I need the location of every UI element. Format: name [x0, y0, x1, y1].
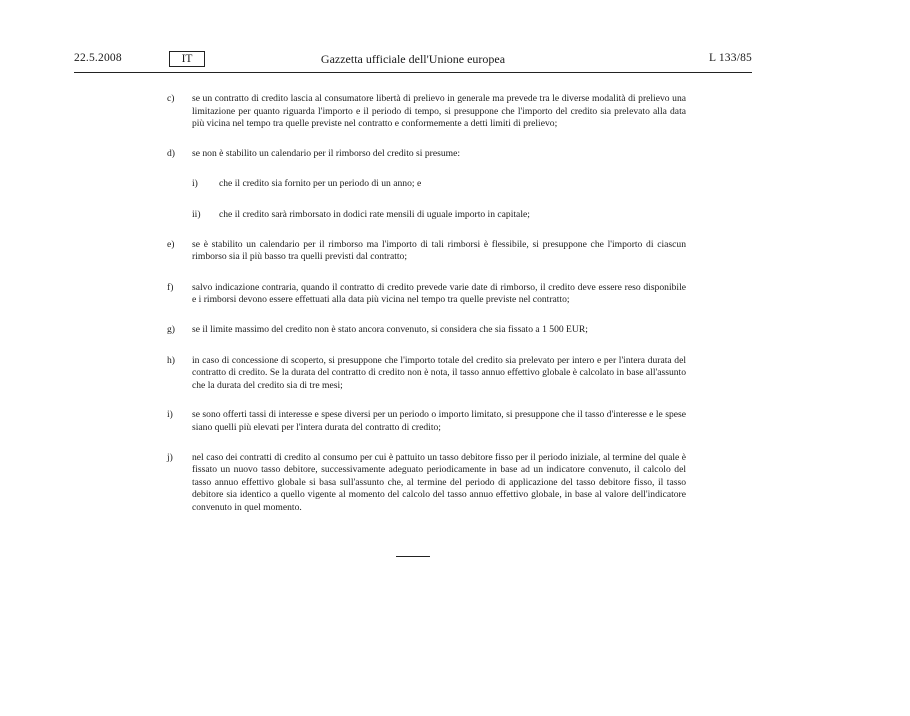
list-item: [163, 148, 686, 161]
list-item: [163, 239, 686, 264]
list-item: [163, 355, 686, 393]
sub-list: [163, 178, 686, 191]
sub-list-item: [192, 178, 686, 191]
item-label: e): [167, 238, 175, 250]
item-text: in caso di concessione di scoperto, si presuppone che l'importo totale del credito sia prelevato per intero e per l'intera durata del contratto di credito. Se la durata del contratto di credito non è nota, il tasso annuo effettivo globale è calcolato in base all'assunto che la durata del credito sia di tre mesi;: [192, 354, 686, 391]
document-body: [163, 93, 686, 514]
item-text: se sono offerti tassi di interesse e spese diversi per un periodo o importo limitato, si presuppone che il tasso d'interesse e le spese siano quelli più elevati per l'intera durata del contratto di credito;: [192, 409, 686, 433]
item-label: g): [167, 323, 175, 335]
item-text: se il limite massimo del credito non è stato ancora convenuto, si considera che sia fissato a 1 500 EUR;: [192, 323, 588, 335]
item-text: salvo indicazione contraria, quando il contratto di credito prevede varie date di rimborso, il credito deve essere reso disponibile e i rimborsi devono essere effettuati alla data più vicina nel tempo tra quelle previste nel contratto;: [192, 281, 686, 306]
item-label: c): [167, 93, 175, 104]
sub-item-label: ii): [192, 208, 201, 220]
item-label: h): [167, 354, 175, 366]
list-item: [163, 452, 686, 515]
list-item: [163, 93, 686, 131]
sub-item-text: che il credito sia fornito per un periodo di un anno; e: [219, 178, 422, 190]
sub-list: [163, 209, 686, 222]
item-label: d): [167, 147, 175, 159]
publication-date: 22.5.2008: [74, 52, 122, 64]
item-text: se non è stabilito un calendario per il rimborso del credito si presume:: [192, 147, 461, 159]
item-text: se è stabilito un calendario per il rimborso ma l'importo di tali rimborsi è flessibile, si presuppone che l'importo di ciascun rimborso sia il più basso tra quelli previsti dal contratto;: [192, 238, 686, 263]
sub-item-label: i): [192, 178, 198, 190]
sub-item-text: che il credito sarà rimborsato in dodici rate mensili di uguale importo in capitale;: [219, 208, 530, 220]
list-item: [163, 282, 686, 307]
list-item: [163, 324, 686, 337]
item-label: j): [167, 451, 173, 463]
page-header: [74, 50, 752, 73]
item-text: nel caso dei contratti di credito al consumo per cui è pattuito un tasso debitore fisso per il periodo iniziale, al termine del quale è fissato un nuovo tasso debitore, successivamente adeguato periodicamente in base ad un indicatore convenuto, il calcolo del tasso annuo effettivo globale si basa sull'assunto che, al termine del periodo di applicazione del tasso debitore fisso, il tasso debitore sia identico a quello vigente al momento del calcolo del tasso annuo effettivo globale, in base al valore dell'indicatore convenuto in quel momento.: [192, 451, 686, 513]
item-label: f): [167, 281, 174, 293]
item-label: i): [167, 409, 173, 421]
list-item: [163, 409, 686, 434]
language-code-box: IT: [169, 51, 205, 67]
end-of-text-rule: [396, 556, 430, 557]
item-text: se un contratto di credito lascia al consumatore libertà di prelievo in generale ma prevede tra le diverse modalità di prelievo una limitazione per quanto riguarda l'importo e il periodo di tempo, si presuppone che l'importo del credito sia prelevato alla data più vicina nel tempo tra quelle previste nel contratto e conformemente a detti limiti di prelievo;: [192, 93, 686, 130]
journal-title: Gazzetta ufficiale dell'Unione europea: [320, 52, 506, 66]
sub-list-item: [192, 209, 686, 222]
page-reference: L 133/85: [708, 52, 752, 64]
